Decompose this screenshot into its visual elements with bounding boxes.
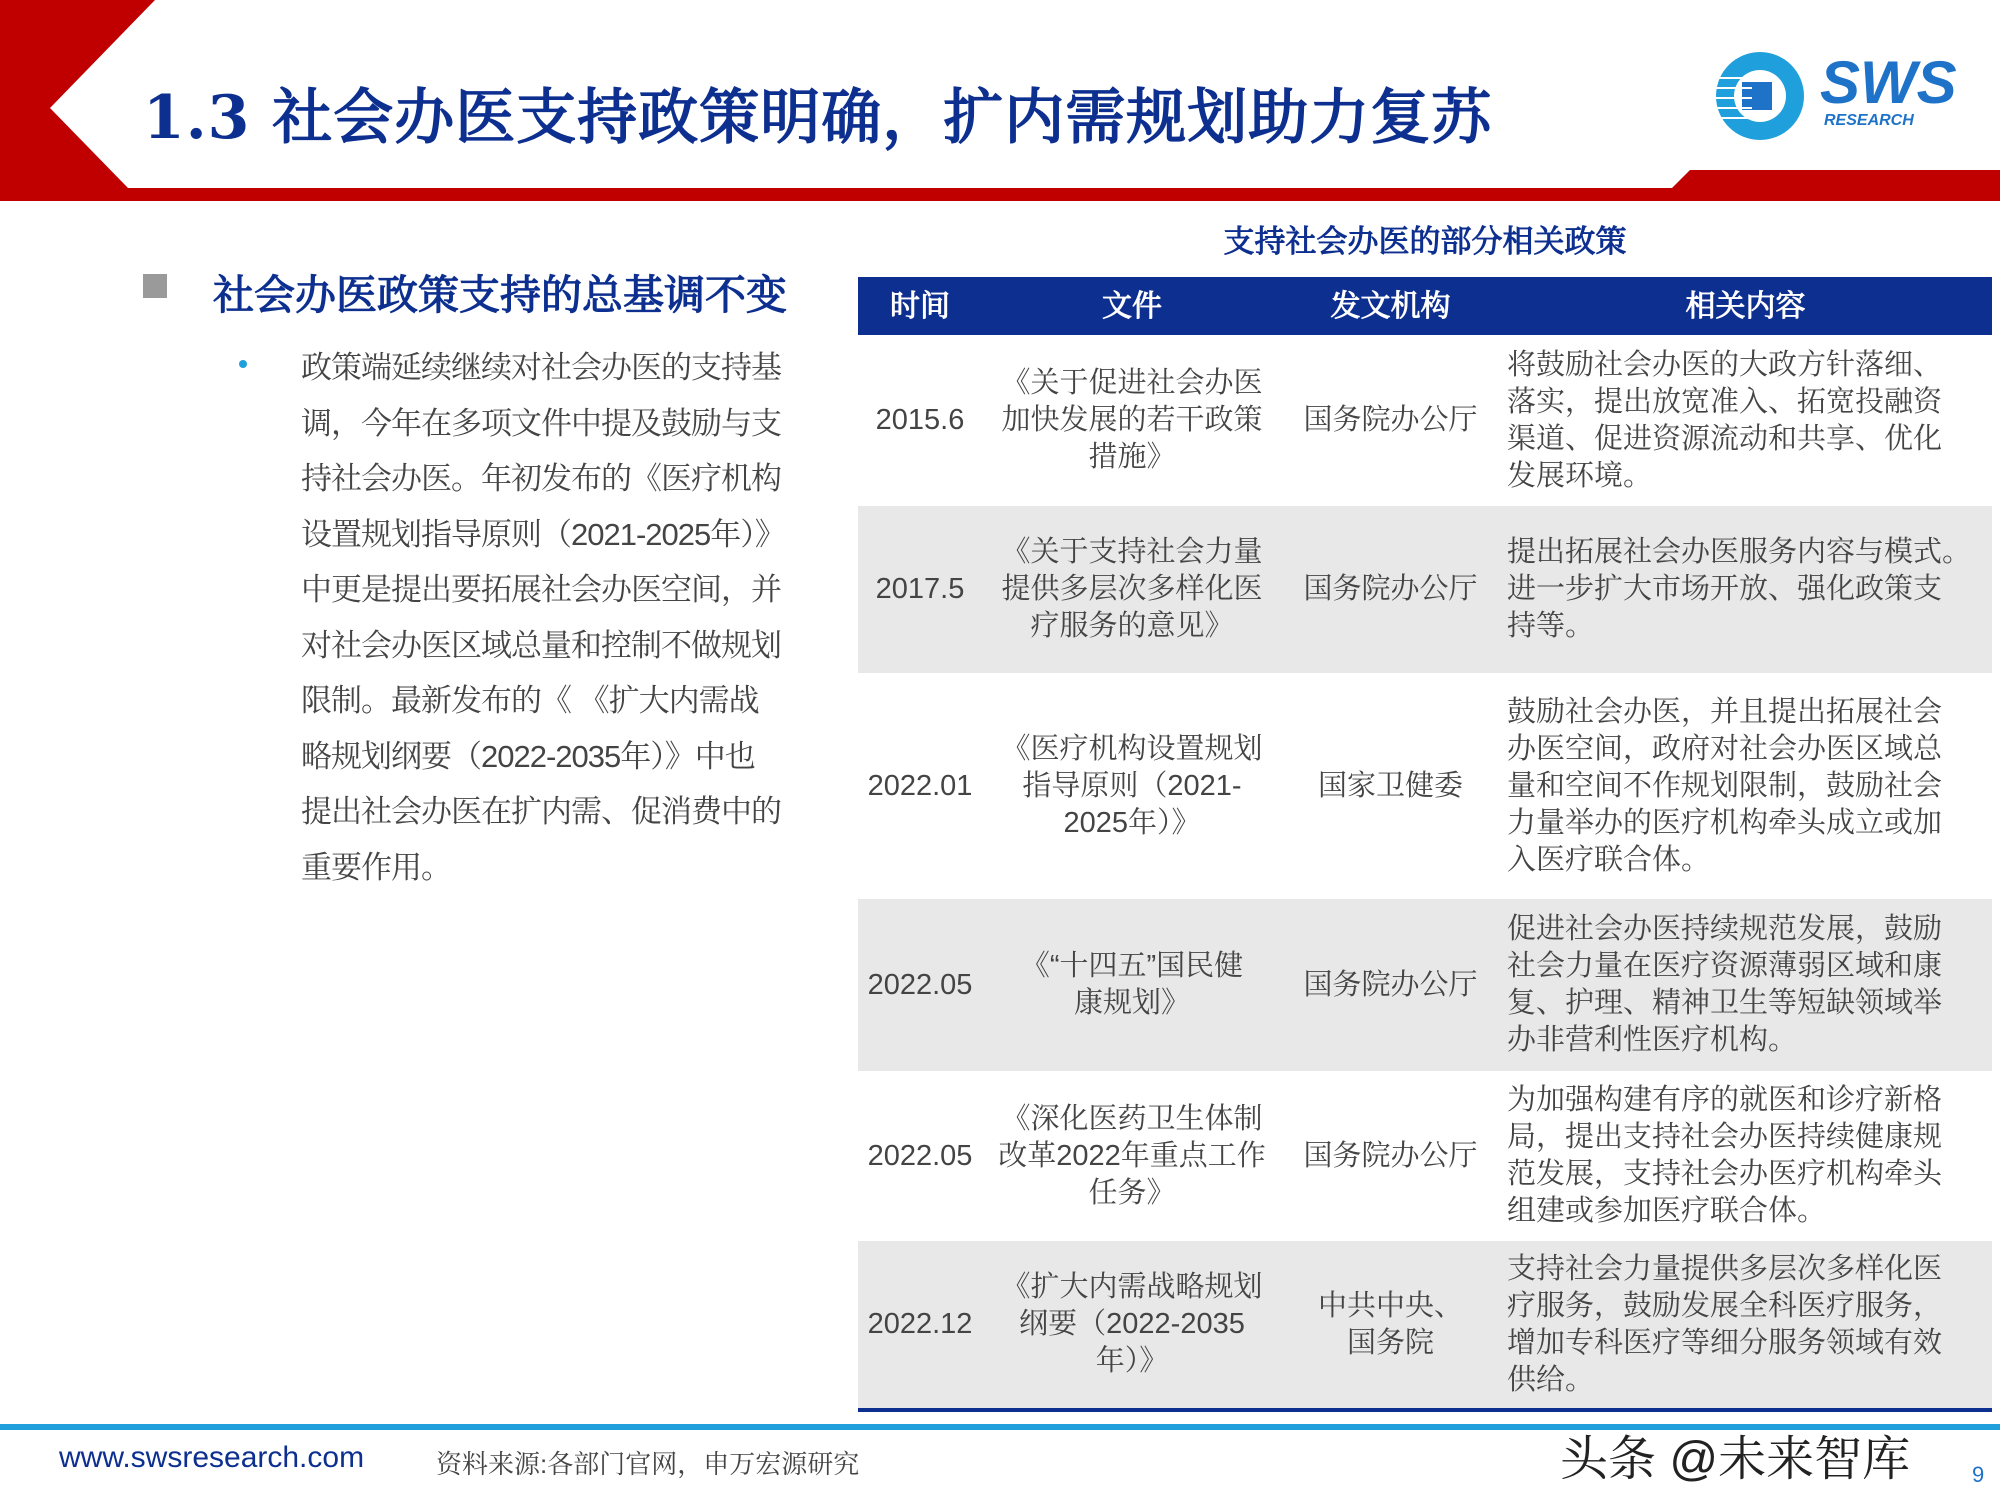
cell-document: [982, 1071, 1282, 1241]
cell-line: 促进社会办医持续规范发展，鼓励: [1507, 913, 1943, 945]
cell-line: 进一步扩大市场开放、强化政策支: [1507, 573, 1943, 605]
cell-content: [1499, 899, 1992, 1071]
policy-table: [858, 277, 1992, 1412]
cell-content: [1499, 673, 1992, 899]
paragraph-line: 持社会办医。年初发布的《医疗机构: [301, 461, 781, 496]
cell-time: 2022.05: [867, 1139, 973, 1172]
cell-line: 国务院办公厅: [1303, 404, 1478, 436]
cell-line: 落实，提出放宽准入、拓宽投融资: [1507, 385, 1943, 418]
logo-subtext: RESEARCH: [1824, 112, 1914, 129]
cell-line: 疗服务的意见》: [1030, 610, 1234, 642]
cell-line: 改革2022年重点工作: [998, 1139, 1266, 1172]
cell-agency: [1282, 899, 1499, 1071]
paragraph-line: 调，今年在多项文件中提及鼓励与支: [301, 405, 781, 441]
cell-line: 国家卫健委: [1317, 769, 1463, 802]
cell-time: 2017.5: [858, 506, 982, 673]
cell-line: 纲要（2022-2035: [1019, 1308, 1245, 1340]
paragraph-line: 政策端延续继续对社会办医的支持基: [301, 350, 781, 385]
paragraph-line: 提出社会办医在扩内需、促消费中的: [301, 794, 781, 829]
paragraph-line: 限制。最新发布的《 《扩大内需战: [301, 683, 759, 718]
cell-line: 指导原则（2021-: [1022, 769, 1242, 802]
paragraph-line: 中更是提出要拓展社会办医空间，并: [301, 572, 781, 607]
header-agency: 发文机构: [1282, 277, 1499, 335]
cell-line: 提出拓展社会办医服务内容与模式。: [1507, 536, 1972, 568]
cell-line: 供给。: [1507, 1363, 1595, 1396]
cell-line: 《扩大内需战略规划: [1001, 1271, 1263, 1303]
square-bullet-icon: [143, 274, 167, 298]
cell-line: 《“十四五”国民健: [1020, 950, 1244, 982]
cell-line: 措施》: [1088, 441, 1176, 473]
footer-source: 资料来源:各部门官网，申万宏源研究: [436, 1449, 860, 1479]
cell-line: 中共中央、: [1317, 1289, 1463, 1322]
cell-document: [982, 673, 1282, 899]
cell-agency: [1282, 1071, 1499, 1241]
cell-content: [1499, 335, 1992, 506]
cell-line: 范发展，支持社会办医疗机构牵头: [1507, 1158, 1943, 1190]
header-document: 文件: [982, 277, 1282, 335]
header-time: 时间: [858, 277, 982, 335]
paragraph-line: 设置规划指导原则（2021-2025年）》: [301, 516, 785, 552]
paragraph-line: 略规划纲要（2022-2035年）》中也: [301, 738, 755, 774]
cell-line: 社会力量在医疗资源薄弱区域和康: [1507, 950, 1943, 982]
footer-url-link[interactable]: www.swsresearch.com: [59, 1441, 365, 1474]
cell-agency: [1282, 335, 1499, 506]
cell-line: 办医空间，政府对社会办医区域总: [1507, 732, 1943, 765]
paragraph-line: 重要作用。: [301, 849, 451, 885]
cell-agency: [1282, 1241, 1499, 1410]
section-heading: 社会办医政策支持的总基调不变: [213, 272, 787, 318]
sws-globe-icon: [1712, 48, 1812, 144]
cell-time: 2015.6: [875, 404, 965, 436]
cell-line: 增加专科医疗等细分服务领域有效: [1507, 1326, 1943, 1359]
cell-agency: [1282, 506, 1499, 673]
paragraph-line: 对社会办医区域总量和控制不做规划: [301, 627, 781, 663]
table-row: [858, 673, 1992, 899]
cell-line: 局，提出支持社会办医持续健康规: [1507, 1121, 1943, 1153]
header-content: 相关内容: [1499, 277, 1992, 335]
cell-line: 发展环境。: [1507, 459, 1653, 492]
table-row: [858, 335, 1992, 506]
footer-divider: [0, 1424, 2000, 1430]
sws-logo: [1712, 48, 1962, 144]
cell-time: 2022.12: [858, 1241, 982, 1410]
bullet-dot-icon: [239, 360, 247, 368]
cell-document: [982, 1241, 1282, 1410]
cell-line: 国务院办公厅: [1303, 968, 1478, 1001]
table-row: [858, 1071, 1992, 1241]
cell-line: 复、护理、精神卫生等短缺领域举: [1507, 987, 1943, 1019]
cell-line: 加快发展的若干政策: [1001, 404, 1263, 436]
cell-content: [1499, 1071, 1992, 1241]
cell-line: 《关于促进社会办医: [1001, 367, 1263, 399]
cell-line: 任务》: [1088, 1176, 1176, 1209]
cell-time: 2022.01: [867, 769, 973, 802]
cell-line: 量和空间不作规划限制，鼓励社会: [1507, 769, 1943, 802]
table-caption: 支持社会办医的部分相关政策: [1223, 224, 1627, 259]
cell-line: 为加强构建有序的就医和诊疗新格: [1507, 1084, 1943, 1116]
page-title: 1.3 社会办医支持政策明确，扩内需规划助力复苏: [143, 83, 1493, 153]
table-header-row: [858, 277, 1992, 335]
cell-content: [1499, 506, 1992, 673]
cell-line: 康规划》: [1073, 987, 1190, 1019]
cell-line: 2025年）》: [1063, 806, 1201, 839]
cell-line: 鼓励社会办医，并且提出拓展社会: [1507, 695, 1943, 728]
cell-line: 国务院办公厅: [1303, 1139, 1478, 1172]
cell-line: 提供多层次多样化医: [1001, 573, 1263, 605]
watermark: 头条 @未来智库: [1560, 1433, 1911, 1486]
cell-line: 国务院办公厅: [1303, 573, 1478, 605]
cell-line: 力量举办的医疗机构牵头成立或加: [1507, 806, 1943, 839]
cell-document: [982, 899, 1282, 1071]
cell-agency: [1282, 673, 1499, 899]
cell-line: 《深化医药卫生体制: [1001, 1102, 1263, 1135]
cell-line: 《医疗机构设置规划: [1001, 732, 1263, 765]
cell-line: 《关于支持社会力量: [1001, 536, 1263, 568]
body-paragraph: [301, 340, 851, 895]
cell-line: 持等。: [1507, 610, 1595, 642]
logo-text: SWS: [1820, 49, 1957, 116]
cell-line: 支持社会力量提供多层次多样化医: [1507, 1252, 1943, 1285]
cell-document: [982, 335, 1282, 506]
cell-line: 入医疗联合体。: [1507, 843, 1711, 876]
cell-line: 组建或参加医疗联合体。: [1507, 1195, 1827, 1227]
cell-line: 年）》: [1095, 1345, 1169, 1377]
cell-line: 国务院: [1346, 1326, 1434, 1359]
cell-time: 2022.05: [858, 899, 982, 1071]
cell-line: 办非营利性医疗机构。: [1507, 1024, 1798, 1056]
cell-line: 将鼓励社会办医的大政方针落细、: [1507, 348, 1943, 381]
cell-line: 疗服务，鼓励发展全科医疗服务，: [1507, 1289, 1943, 1322]
page-number: 9: [1972, 1462, 1985, 1487]
table-row: [858, 899, 1992, 1071]
cell-line: 渠道、促进资源流动和共享、优化: [1507, 422, 1943, 455]
table-row: [858, 506, 1992, 673]
cell-document: [982, 506, 1282, 673]
cell-content: [1499, 1241, 1992, 1410]
table-row: [858, 1241, 1992, 1410]
